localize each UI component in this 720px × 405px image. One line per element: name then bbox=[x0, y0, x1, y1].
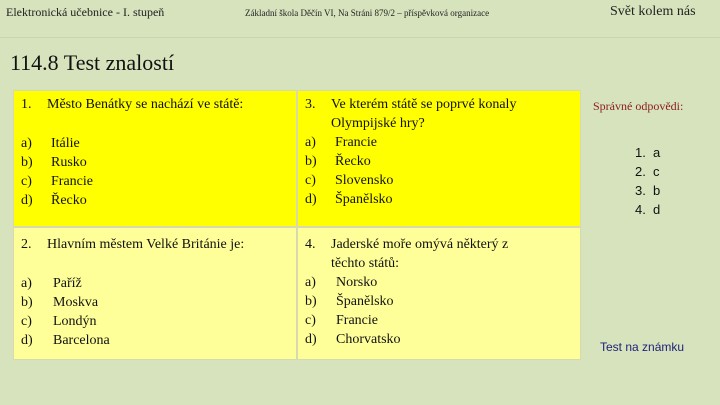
answer-number: 4. bbox=[635, 202, 646, 217]
option-letter: c) bbox=[305, 173, 316, 188]
option-letter: a) bbox=[21, 136, 32, 151]
option-text: Španělsko bbox=[336, 294, 394, 309]
option-text: Moskva bbox=[53, 295, 99, 310]
option-text: Francie bbox=[336, 313, 378, 328]
option-text: Francie bbox=[51, 174, 93, 189]
question-text-line1: Jaderské moře omývá některý z bbox=[331, 237, 509, 252]
question-number: 4. bbox=[305, 237, 316, 252]
option-text: Barcelona bbox=[53, 333, 110, 348]
question-box-2 bbox=[13, 227, 297, 360]
option-text: Slovensko bbox=[335, 173, 394, 188]
option-text: Itálie bbox=[51, 136, 80, 151]
answer-number: 2. bbox=[635, 164, 646, 179]
option-letter: b) bbox=[305, 154, 317, 169]
answer-letter: a bbox=[653, 145, 661, 160]
option-text: Paříž bbox=[53, 276, 82, 291]
question-number: 1. bbox=[21, 97, 32, 112]
option-letter: c) bbox=[21, 314, 32, 329]
option-text: Řecko bbox=[51, 193, 87, 208]
question-text: Město Benátky se nachází ve státě: bbox=[47, 97, 244, 112]
option-text: Norsko bbox=[336, 275, 378, 290]
page-title: 114.8 Test znalostí bbox=[10, 50, 175, 75]
option-letter: a) bbox=[305, 275, 316, 290]
option-text: Francie bbox=[335, 135, 377, 150]
option-letter: a) bbox=[305, 135, 316, 150]
question-box-4 bbox=[297, 227, 581, 360]
option-letter: b) bbox=[21, 295, 33, 310]
header-school-name: Základní škola Děčín VI, Na Stráni 879/2 – příspěvková organizace bbox=[245, 8, 490, 18]
question-box-3 bbox=[297, 90, 581, 227]
question-text-line1: Ve kterém státě se poprvé konaly bbox=[331, 97, 517, 112]
option-letter: b) bbox=[21, 155, 33, 170]
option-letter: d) bbox=[305, 192, 317, 207]
option-letter: c) bbox=[21, 174, 32, 189]
header-divider bbox=[0, 37, 720, 38]
answer-number: 3. bbox=[635, 183, 646, 198]
header-subject: Svět kolem nás bbox=[610, 4, 696, 19]
question-text-line2: Olympijské hry? bbox=[331, 116, 425, 131]
option-letter: b) bbox=[305, 294, 317, 309]
option-letter: d) bbox=[21, 193, 33, 208]
answer-letter: d bbox=[653, 202, 661, 217]
answer-letter: c bbox=[653, 164, 660, 179]
answer-number: 1. bbox=[635, 145, 646, 160]
question-box-1 bbox=[13, 90, 297, 227]
option-text: Rusko bbox=[51, 155, 87, 170]
option-letter: d) bbox=[305, 332, 317, 347]
option-text: Španělsko bbox=[335, 192, 393, 207]
question-text: Hlavním městem Velké Británie je: bbox=[47, 237, 245, 252]
question-number: 3. bbox=[305, 97, 316, 112]
question-text-line2: těchto států: bbox=[331, 256, 400, 271]
option-letter: c) bbox=[305, 313, 316, 328]
answers-title: Správné odpovědi: bbox=[593, 99, 684, 113]
option-letter: d) bbox=[21, 333, 33, 348]
option-text: Řecko bbox=[335, 154, 371, 169]
option-text: Chorvatsko bbox=[336, 332, 401, 347]
graded-test-link[interactable]: Test na známku bbox=[600, 340, 685, 354]
question-number: 2. bbox=[21, 237, 32, 252]
option-text: Londýn bbox=[53, 314, 97, 329]
header-book-title: Elektronická učebnice - I. stupeň bbox=[6, 5, 165, 19]
answer-letter: b bbox=[653, 183, 661, 198]
option-letter: a) bbox=[21, 276, 32, 291]
